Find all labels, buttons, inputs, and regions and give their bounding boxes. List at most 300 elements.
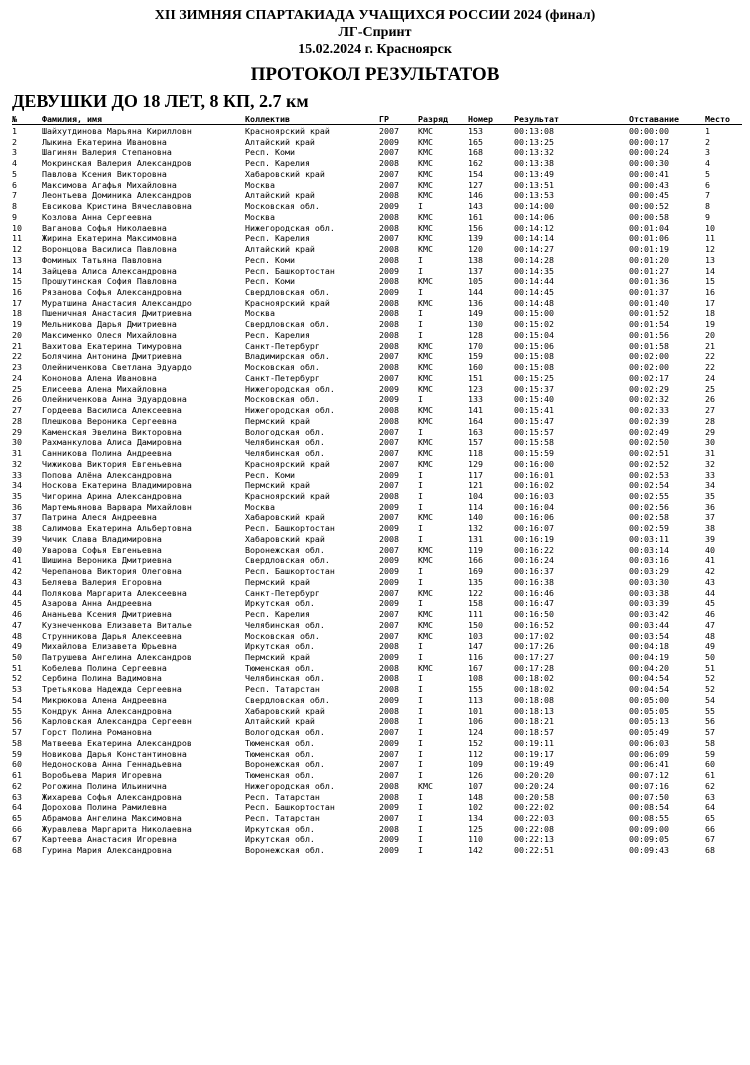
- col-name: Евсикова Кристина Вячеславовна: [42, 201, 192, 212]
- col-place: 55: [705, 705, 715, 716]
- col-result: 00:19:11: [514, 737, 554, 748]
- col-gap: 00:02:59: [629, 523, 669, 534]
- col-team: Алтайский край: [245, 244, 315, 255]
- table-row: [12, 212, 742, 223]
- table-row: [12, 341, 742, 352]
- col-num: 20: [12, 329, 22, 340]
- col-year: 2008: [379, 308, 399, 319]
- col-rank: I: [418, 523, 423, 534]
- table-row: [12, 545, 742, 556]
- col-rank: КМС: [418, 168, 433, 179]
- col-bib: 166: [468, 555, 483, 566]
- col-place: 49: [705, 641, 715, 652]
- col-bib: 137: [468, 265, 483, 276]
- col-team: Воронежская обл.: [245, 759, 325, 770]
- col-num: 60: [12, 759, 22, 770]
- col-name: Жихарева Софья Александровна: [42, 791, 182, 802]
- col-num: 22: [12, 351, 22, 362]
- col-result: 00:13:51: [514, 179, 554, 190]
- table-row: [12, 405, 742, 416]
- col-team: Челябинская обл.: [245, 619, 325, 630]
- col-bib: 155: [468, 684, 483, 695]
- col-bib: 107: [468, 780, 483, 791]
- col-num: 5: [12, 168, 17, 179]
- col-team-header: Коллектив: [245, 114, 290, 124]
- col-place: 41: [705, 555, 715, 566]
- col-bib: 165: [468, 136, 483, 147]
- col-gap: 00:08:55: [629, 813, 669, 823]
- col-place: 37: [705, 512, 715, 523]
- table-row: [12, 384, 742, 395]
- col-place: 67: [705, 834, 715, 845]
- col-bib: 143: [468, 201, 483, 212]
- col-place: 9: [705, 211, 710, 222]
- col-team: Иркутская обл.: [245, 641, 315, 652]
- col-num: 51: [12, 662, 22, 673]
- col-gap: 00:00:52: [629, 201, 669, 212]
- col-year: 2007: [379, 544, 399, 555]
- col-team: Хабаровский край: [245, 512, 325, 523]
- col-place: 52: [705, 673, 715, 684]
- col-team: Алтайский край: [245, 190, 315, 201]
- col-team: Челябинская обл.: [245, 437, 325, 448]
- col-gap: 00:00:45: [629, 190, 669, 201]
- col-gap: 00:04:18: [629, 641, 669, 652]
- col-year: 2007: [379, 630, 399, 641]
- col-team: Респ. Карелия: [245, 329, 310, 340]
- col-result: 00:16:47: [514, 598, 554, 609]
- col-num: 39: [12, 533, 22, 544]
- col-year: 2009: [379, 555, 399, 566]
- col-name: Салимова Екатерина Альбертовна: [42, 523, 192, 534]
- col-result: 00:13:49: [514, 168, 554, 179]
- table-row: [12, 276, 742, 287]
- table-row: [12, 298, 742, 309]
- col-place: 8: [705, 201, 710, 212]
- col-name: Гордеева Василиса Алексеевна: [42, 405, 182, 416]
- col-num: 58: [12, 737, 22, 748]
- col-name: Елисеева Алена Михайловна: [42, 383, 167, 394]
- col-bib: 142: [468, 845, 483, 856]
- table-row: [12, 437, 742, 448]
- col-team: Хабаровский край: [245, 705, 325, 716]
- col-gap: 00:06:09: [629, 748, 669, 759]
- table-row: [12, 169, 742, 180]
- col-rank: КМС: [418, 609, 433, 620]
- col-bib: 151: [468, 372, 483, 383]
- col-gap: 00:00:24: [629, 147, 669, 158]
- col-result: 00:14:44: [514, 276, 554, 287]
- col-place: 28: [705, 415, 715, 426]
- col-name: Микрюкова Алена Андреевна: [42, 694, 167, 705]
- col-rank: КМС: [418, 222, 433, 233]
- col-place: 3: [705, 147, 710, 158]
- col-place: 6: [705, 179, 710, 190]
- col-team: Респ. Татарстан: [245, 684, 320, 695]
- col-num: 27: [12, 405, 22, 416]
- table-row: [12, 137, 742, 148]
- col-team: Респ. Коми: [245, 147, 295, 158]
- col-year: 2007: [379, 448, 399, 459]
- col-year: 2009: [379, 694, 399, 705]
- col-bib: 118: [468, 448, 483, 459]
- col-bib: 117: [468, 469, 483, 480]
- col-team: Респ. Карелия: [245, 158, 310, 169]
- table-row: [12, 534, 742, 545]
- col-bib: 120: [468, 244, 483, 255]
- col-name: Санникова Полина Андреевна: [42, 448, 172, 459]
- col-place: 17: [705, 297, 715, 308]
- table-row: [12, 770, 742, 781]
- col-result: 00:14:14: [514, 233, 554, 244]
- table-row: [12, 792, 742, 803]
- col-result: 00:15:04: [514, 329, 554, 340]
- col-num: 48: [12, 630, 22, 641]
- col-result: 00:14:06: [514, 211, 554, 222]
- col-num: 7: [12, 190, 17, 201]
- col-year: 2008: [379, 276, 399, 287]
- col-team: Респ. Башкортостан: [245, 802, 335, 813]
- col-team: Респ. Коми: [245, 469, 295, 480]
- col-gap: 00:01:19: [629, 244, 669, 255]
- col-result: 00:15:37: [514, 383, 554, 394]
- col-gap: 00:01:04: [629, 222, 669, 233]
- col-result: 00:15:47: [514, 415, 554, 426]
- col-year: 2008: [379, 791, 399, 802]
- col-bib: 168: [468, 147, 483, 158]
- col-bib: 141: [468, 405, 483, 416]
- col-result: 00:15:59: [514, 448, 554, 459]
- col-bib: 163: [468, 426, 483, 437]
- table-row: [12, 459, 742, 470]
- col-result: 00:13:32: [514, 147, 554, 158]
- col-team: Свердловская обл.: [245, 694, 330, 705]
- col-name: Ананьева Ксения Дмитриевна: [42, 609, 172, 620]
- col-rank: КМС: [418, 340, 433, 351]
- col-name: Струнникова Дарья Алексеевна: [42, 630, 182, 641]
- col-gap: 00:00:17: [629, 136, 669, 147]
- col-year: 2009: [379, 834, 399, 845]
- table-row: [12, 201, 742, 212]
- col-result: 00:17:02: [514, 630, 554, 641]
- col-bib: 147: [468, 641, 483, 652]
- table-body: [12, 126, 742, 856]
- col-bib: 167: [468, 662, 483, 673]
- col-result: 00:15:08: [514, 362, 554, 373]
- col-place: 4: [705, 158, 710, 169]
- col-result: 00:16:38: [514, 576, 554, 587]
- col-bib: 158: [468, 598, 483, 609]
- col-team: Нижегородская обл.: [245, 222, 335, 233]
- col-rank: I: [418, 813, 423, 823]
- col-year: 2008: [379, 211, 399, 222]
- col-year: 2007: [379, 351, 399, 362]
- col-result: 00:18:21: [514, 716, 554, 727]
- table-row: [12, 631, 742, 642]
- col-place: 60: [705, 759, 715, 770]
- col-year: 2008: [379, 662, 399, 673]
- col-gap: 00:02:00: [629, 362, 669, 373]
- col-place: 22: [705, 362, 715, 373]
- col-bib: 111: [468, 609, 483, 620]
- col-rank: КМС: [418, 147, 433, 158]
- col-year: 2007: [379, 727, 399, 738]
- col-place: 22: [705, 351, 715, 362]
- col-name: Дорохова Полина Рамилевна: [42, 802, 167, 813]
- col-place: 65: [705, 813, 715, 823]
- col-team: Воронежская обл.: [245, 544, 325, 555]
- col-place: 62: [705, 780, 715, 791]
- col-place: 46: [705, 609, 715, 620]
- col-result: 00:16:03: [514, 490, 554, 501]
- col-place: 29: [705, 426, 715, 437]
- col-num: 35: [12, 490, 22, 501]
- col-gap: 00:09:43: [629, 845, 669, 856]
- col-year: 2009: [379, 201, 399, 212]
- col-gap: 00:00:43: [629, 179, 669, 190]
- col-name: Гурина Мария Александровна: [42, 845, 172, 856]
- col-result: 00:18:02: [514, 673, 554, 684]
- col-num: 49: [12, 641, 22, 652]
- col-team: Красноярский край: [245, 297, 330, 308]
- col-bib: 134: [468, 813, 483, 823]
- col-name: Картеева Анастасия Игоревна: [42, 834, 177, 845]
- table-row: [12, 287, 742, 298]
- col-num: 3: [12, 147, 17, 158]
- col-team: Хабаровский край: [245, 533, 325, 544]
- col-num: 25: [12, 383, 22, 394]
- table-row: [12, 394, 742, 405]
- col-result: 00:18:57: [514, 727, 554, 738]
- col-place: 26: [705, 394, 715, 405]
- col-bib: 123: [468, 383, 483, 394]
- col-num: 23: [12, 362, 22, 373]
- col-rank: I: [418, 265, 423, 276]
- col-year: 2008: [379, 641, 399, 652]
- col-name: Мокринская Валерия Александров: [42, 158, 192, 169]
- col-bib: 159: [468, 351, 483, 362]
- col-year: 2007: [379, 426, 399, 437]
- col-gap: 00:07:16: [629, 780, 669, 791]
- col-name: Мельникова Дарья Дмитриевна: [42, 319, 177, 330]
- col-result: 00:14:45: [514, 287, 554, 298]
- col-rank: КМС: [418, 297, 433, 308]
- col-rank: I: [418, 566, 423, 577]
- col-place: 40: [705, 544, 715, 555]
- col-place: 56: [705, 716, 715, 727]
- col-place: 1: [705, 126, 710, 136]
- col-place: 14: [705, 265, 715, 276]
- col-team: Красноярский край: [245, 126, 330, 136]
- col-year: 2009: [379, 501, 399, 512]
- table-row: [12, 738, 742, 749]
- col-name: Кузнеченкова Елизавета Виталье: [42, 619, 192, 630]
- col-rank: КМС: [418, 630, 433, 641]
- col-gap: 00:08:54: [629, 802, 669, 813]
- col-name: Третьякова Надежда Сергеевна: [42, 684, 182, 695]
- col-result: 00:13:08: [514, 126, 554, 136]
- col-rank: I: [418, 823, 423, 834]
- col-team: Тюменская обл.: [245, 748, 315, 759]
- col-gap: 00:02:00: [629, 351, 669, 362]
- col-place: 44: [705, 587, 715, 598]
- col-num: 53: [12, 684, 22, 695]
- col-rank: I: [418, 394, 423, 405]
- col-bib: 103: [468, 630, 483, 641]
- col-name: Кононова Алена Ивановна: [42, 372, 157, 383]
- col-year: 2008: [379, 340, 399, 351]
- col-year: 2008: [379, 684, 399, 695]
- col-bib: 124: [468, 727, 483, 738]
- col-year: 2008: [379, 362, 399, 373]
- col-team: Санкт-Петербург: [245, 340, 320, 351]
- col-bib: 114: [468, 501, 483, 512]
- col-name: Лыкина Екатерина Ивановна: [42, 136, 167, 147]
- col-bib: 128: [468, 329, 483, 340]
- table-row: [12, 577, 742, 588]
- col-rank: I: [418, 254, 423, 265]
- col-gap: 00:03:39: [629, 598, 669, 609]
- col-team: Алтайский край: [245, 136, 315, 147]
- col-team: Пермский край: [245, 651, 310, 662]
- table-row: [12, 480, 742, 491]
- col-rank: I: [418, 791, 423, 802]
- table-row: [12, 695, 742, 706]
- col-team: Нижегородская обл.: [245, 383, 335, 394]
- col-rank: КМС: [418, 362, 433, 373]
- col-gap: 00:05:00: [629, 694, 669, 705]
- col-rank: I: [418, 845, 423, 856]
- col-team: Респ. Башкортостан: [245, 265, 335, 276]
- col-num: 24: [12, 372, 22, 383]
- col-num: 36: [12, 501, 22, 512]
- col-rank: КМС: [418, 126, 433, 136]
- col-year: 2007: [379, 147, 399, 158]
- table-row: [12, 470, 742, 481]
- col-gap: 00:03:54: [629, 630, 669, 641]
- col-name: Муратшина Анастасия Александро: [42, 297, 192, 308]
- col-place: 58: [705, 737, 715, 748]
- protocol-title: ПРОТОКОЛ РЕЗУЛЬТАТОВ: [250, 64, 500, 85]
- col-bib: 126: [468, 770, 483, 781]
- col-rank: I: [418, 694, 423, 705]
- col-gap: 00:03:30: [629, 576, 669, 587]
- col-num: 65: [12, 813, 22, 823]
- col-place: 50: [705, 651, 715, 662]
- col-bib: 109: [468, 759, 483, 770]
- col-rank: I: [418, 533, 423, 544]
- col-gap: 00:01:36: [629, 276, 669, 287]
- col-rank: КМС: [418, 448, 433, 459]
- col-gap: 00:02:49: [629, 426, 669, 437]
- col-year: 2009: [379, 136, 399, 147]
- col-year: 2007: [379, 813, 399, 823]
- col-place: 63: [705, 791, 715, 802]
- col-name: Михайлова Елизавета Юрьевна: [42, 641, 177, 652]
- table-row: [12, 588, 742, 599]
- col-name: Азарова Анна Андреевна: [42, 598, 152, 609]
- col-name: Недоноскова Анна Геннадьевна: [42, 759, 182, 770]
- col-result: 00:17:26: [514, 641, 554, 652]
- col-team: Москва: [245, 308, 275, 319]
- col-place: 11: [705, 233, 715, 244]
- col-year: 2009: [379, 566, 399, 577]
- col-num: 13: [12, 254, 22, 265]
- col-gap: 00:04:19: [629, 651, 669, 662]
- col-year: 2007: [379, 126, 399, 136]
- col-result: 00:17:27: [514, 651, 554, 662]
- table-row: [12, 448, 742, 459]
- col-bib: 110: [468, 834, 483, 845]
- col-name: Чичик Слава Владимировна: [42, 533, 162, 544]
- col-name: Карловская Александра Сергеевн: [42, 716, 192, 727]
- col-team: Респ. Карелия: [245, 233, 310, 244]
- col-bib: 108: [468, 673, 483, 684]
- col-team: Респ. Коми: [245, 276, 295, 287]
- col-team: Москва: [245, 501, 275, 512]
- col-year: 2009: [379, 523, 399, 534]
- col-team: Красноярский край: [245, 458, 330, 469]
- col-bib: 119: [468, 544, 483, 555]
- col-gap: 00:00:58: [629, 211, 669, 222]
- col-bib: 102: [468, 802, 483, 813]
- col-rank: КМС: [418, 351, 433, 362]
- col-rank: I: [418, 641, 423, 652]
- col-result: 00:15:25: [514, 372, 554, 383]
- col-result: 00:15:00: [514, 308, 554, 319]
- col-team: Респ. Карелия: [245, 609, 310, 620]
- col-name: Матвеева Екатерина Александров: [42, 737, 192, 748]
- col-num: 15: [12, 276, 22, 287]
- col-bib: 104: [468, 490, 483, 501]
- col-team: Вологодская обл.: [245, 426, 325, 437]
- col-year: 2009: [379, 576, 399, 587]
- col-bib: 112: [468, 748, 483, 759]
- col-num: 63: [12, 791, 22, 802]
- col-num: 9: [12, 211, 17, 222]
- col-name: Мартемьянова Варвара Михайловн: [42, 501, 192, 512]
- col-team: Санкт-Петербург: [245, 372, 320, 383]
- col-bib: 154: [468, 168, 483, 179]
- col-place: 39: [705, 533, 715, 544]
- col-result: 00:16:06: [514, 512, 554, 523]
- col-gap: 00:02:58: [629, 512, 669, 523]
- table-row: [12, 706, 742, 717]
- group-title: ДЕВУШКИ ДО 18 ЛЕТ, 8 КП, 2.7 км: [12, 91, 309, 111]
- col-place: 66: [705, 823, 715, 834]
- col-place: 51: [705, 662, 715, 673]
- table-row: [12, 427, 742, 438]
- col-rank: I: [418, 834, 423, 845]
- col-result: 00:18:02: [514, 684, 554, 695]
- col-bib: 121: [468, 480, 483, 491]
- col-place: 30: [705, 437, 715, 448]
- col-team: Респ. Коми: [245, 254, 295, 265]
- col-year: 2008: [379, 319, 399, 330]
- col-gap: 00:04:54: [629, 673, 669, 684]
- col-result: 00:14:35: [514, 265, 554, 276]
- col-year: 2008: [379, 716, 399, 727]
- col-num: 41: [12, 555, 22, 566]
- table-row: [12, 663, 742, 674]
- col-num: 6: [12, 179, 17, 190]
- col-gap: 00:02:32: [629, 394, 669, 405]
- col-year: 2008: [379, 405, 399, 416]
- col-rank: КМС: [418, 544, 433, 555]
- col-result: 00:18:13: [514, 705, 554, 716]
- col-bib: 146: [468, 190, 483, 201]
- col-name: Прошутинская София Павловна: [42, 276, 177, 287]
